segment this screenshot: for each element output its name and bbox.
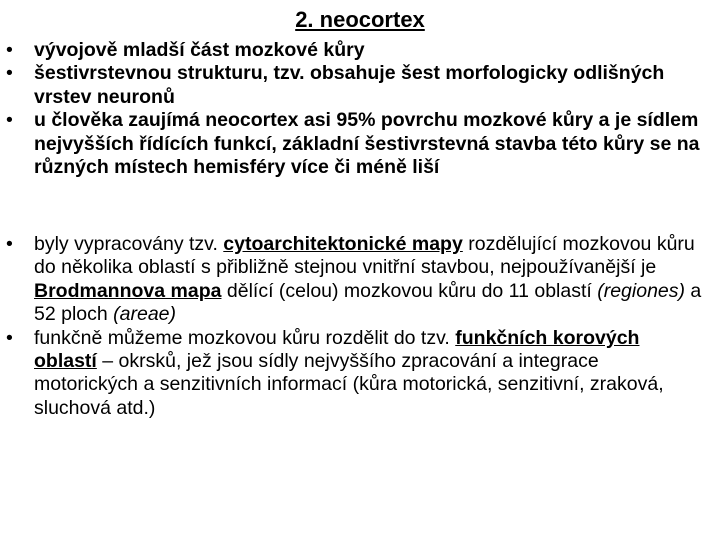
term-regiones: (regiones) <box>597 279 686 302</box>
bullet-text: vývojově mladší část mozkové kůry <box>34 39 365 61</box>
bullet-item-maps <box>6 233 706 327</box>
text-segment: dělící (celou) mozkovou kůru do 11 oblastí <box>221 279 598 302</box>
text-segment: byly vypracovány tzv. <box>34 233 224 255</box>
text-segment: rozdělující mozkovou kůru do několika oblastí s přibližně stejnou vnitřní stavbou, nejpoužívanější je <box>34 233 695 279</box>
bullet-text: šestivrstevnou strukturu, tzv. obsahuje šest morfologicky odlišných vrstev neuronů <box>34 62 665 108</box>
bullet-icon: • <box>6 233 13 255</box>
term-cytoarchitectonic-maps: cytoarchitektonické mapy <box>223 233 463 255</box>
term-areae: (areae) <box>113 303 177 326</box>
bullet-item <box>6 39 706 62</box>
bullet-icon: • <box>6 39 13 61</box>
bullet-list-maps <box>6 233 706 420</box>
term-functional-cortical-areas: funkčních korových oblastí <box>34 326 640 373</box>
text-segment: funkčně můžeme mozkovou kůru rozdělit do tzv. <box>34 326 456 349</box>
bullet-item <box>6 109 706 179</box>
bullet-icon: • <box>6 326 13 349</box>
text-segment: a 52 ploch <box>34 279 702 326</box>
bullet-item <box>6 62 706 109</box>
text-segment: – okrsků, jež jsou sídly nejvyššího zpracování a integrace motorických a senzitivních informací (kůra motorická, senzitivní, zraková, sluchová atd.) <box>34 350 664 419</box>
bullet-list-summary <box>6 39 706 179</box>
bullet-text: u člověka zaujímá neocortex asi 95% povrchu mozkové kůry a je sídlem nejvyšších řídících funkcí, základní šestivrstevná stavba této kůry se na různých místech hemisféry více či méně liší <box>34 109 700 179</box>
slide-title: 2. neocortex <box>295 7 425 32</box>
term-brodmann-map: Brodmannova mapa <box>34 279 222 302</box>
bullet-icon: • <box>6 62 13 85</box>
bullet-item-functional-areas <box>6 327 706 421</box>
bullet-icon: • <box>6 109 13 132</box>
